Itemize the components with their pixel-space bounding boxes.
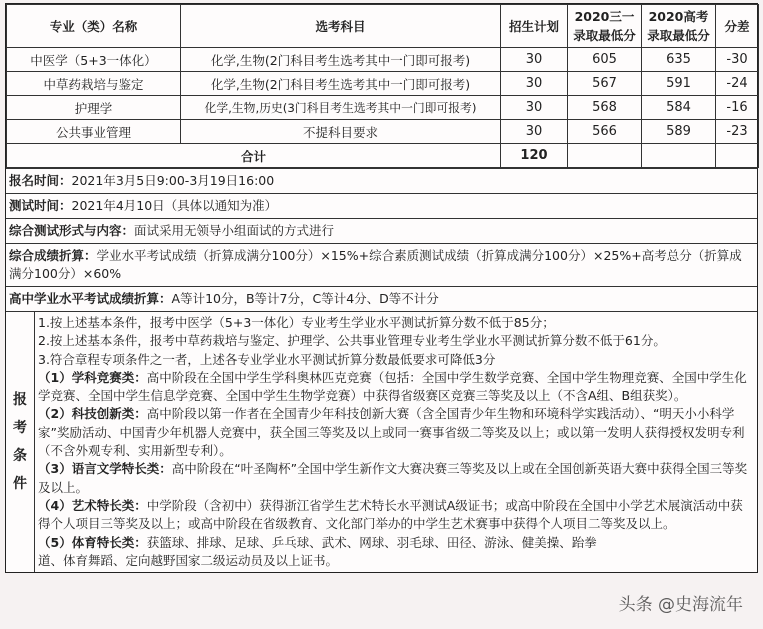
info-text: 2021年4月10日（具体以通知为准） <box>71 198 278 213</box>
condition-text: 2.按上述基本条件，报考中草药栽培与鉴定、护理学、公共事业管理专业考生学业水平测试折算分数不低于61分。 <box>38 333 666 349</box>
info-text: 面试采用无领导小组面试的方式进行 <box>134 223 335 238</box>
condition-item <box>38 351 754 369</box>
cell-plan: 30 <box>501 96 568 120</box>
table-row <box>7 96 759 120</box>
condition-text: 中学阶段（含初中）获得浙江省学生艺术特长水平测试A级证书；或高中阶段在全国中小学艺术展演活动中获得个人项目三等奖及以上；或高中阶段在省级教育、文化部门举办的中学生艺术赛事中获得个人项目二等奖及以上。 <box>38 497 743 532</box>
condition-label: （3）语言文学特长类： <box>38 461 172 477</box>
info-label: 测试时间： <box>9 198 72 213</box>
condition-item <box>38 405 754 460</box>
info-label: 综合成绩折算： <box>9 248 97 263</box>
cell-subjects: 化学,生物(2门科目考生选考其中一门即可报考) <box>181 72 501 96</box>
condition-item <box>38 369 754 406</box>
cell-major: 中草药栽培与鉴定 <box>7 72 181 96</box>
condition-item <box>38 460 754 497</box>
condition-text: 高中阶段在全国中学生学科奥林匹克竞赛（包括：全国中学生数学竞赛、全国中学生物理竞赛、全国中学生化学竞赛、全国中学生信息学竞赛、全国中学生生物学竞赛）中获得省级赛区竞赛三等奖及以上（不含A组、B组获奖）。 <box>38 369 747 404</box>
cell-sanyi: 605 <box>568 48 642 72</box>
header-major: 专业（类）名称 <box>7 5 181 48</box>
header-sanyi <box>568 5 642 48</box>
cell-gaokao: 635 <box>642 48 716 72</box>
test-format <box>6 218 757 243</box>
info-label: 报名时间： <box>9 173 72 188</box>
score-formula <box>6 243 757 286</box>
condition-label: （2）科技创新类： <box>38 406 147 422</box>
condition-text: 高中阶段在“叶圣陶杯”全国中学生新作文大赛决赛三等奖及以上或在全国创新英语大赛中获得全国三等奖及以上。 <box>38 461 748 495</box>
cell-plan: 30 <box>501 48 568 72</box>
cell-sanyi: 566 <box>568 120 642 144</box>
header-gaokao-line2: 录取最低分 <box>647 28 710 43</box>
info-text: A等计10分，B等计7分，C等计4分、D等不计分 <box>171 291 439 306</box>
condition-item <box>38 497 754 534</box>
header-subjects: 选考科目 <box>181 5 501 48</box>
total-row <box>7 144 759 168</box>
cell-subjects: 化学,生物,历史(3门科目考生选考其中一门即可报考) <box>181 96 501 120</box>
info-text: 学业水平考试成绩（折算成满分100分）×15%+综合素质测试成绩（折算成满分100分）×25%+高考总分（折算成满分100分）×60% <box>9 248 742 281</box>
empty-cell <box>568 144 642 168</box>
info-label: 综合测试形式与内容： <box>9 223 135 238</box>
total-label: 合计 <box>7 144 501 168</box>
conditions-label <box>6 312 35 572</box>
table-row <box>7 120 759 144</box>
condition-text: 获篮球、排球、足球、乒乓球、武术、网球、羽毛球、田径、游泳、健美操、跆拳道、体育舞蹈、定向越野国家二级运动员及以上证书。 <box>38 534 597 568</box>
table-header <box>7 5 759 48</box>
cell-major: 中医学（5+3一体化） <box>7 48 181 72</box>
condition-text: 高中阶段以第一作者在全国青少年科技创新大赛（含全国青少年生物和环境科学实践活动）、“明天小小科学家”奖励活动、中国青少年机器人竞赛中，获全国三等奖及以上或同一赛事省级二等奖及以上；或以第一发明人获得授权发明专利（不含外观专利、实用新型专利）。 <box>38 406 745 459</box>
condition-item <box>38 534 754 571</box>
cell-major: 护理学 <box>7 96 181 120</box>
label-char: 条 <box>13 448 27 465</box>
cell-diff: -16 <box>716 96 759 120</box>
cell-gaokao: 584 <box>642 96 716 120</box>
condition-text: 3.符合章程专项条件之一者，上述各专业学业水平测试折算分数最低要求可降低3分 <box>38 351 496 367</box>
cell-sanyi: 567 <box>568 72 642 96</box>
cell-gaokao: 591 <box>642 72 716 96</box>
total-value: 120 <box>501 144 568 168</box>
test-time <box>6 193 757 218</box>
condition-label: （5）体育特长类： <box>38 534 147 550</box>
condition-item <box>38 332 754 350</box>
cell-subjects: 化学,生物(2门科目考生选考其中一门即可报考) <box>181 48 501 72</box>
registration-time <box>6 168 757 193</box>
condition-text: 1.按上述基本条件，报考中医学（5+3一体化）专业考生学业水平测试折算分数不低于85分； <box>38 315 555 330</box>
cell-sanyi: 568 <box>568 96 642 120</box>
condition-label: （4）艺术特长类： <box>38 497 147 513</box>
header-gaokao-line1: 2020高考 <box>648 9 709 24</box>
cell-gaokao: 589 <box>642 120 716 144</box>
cell-subjects: 不提科目要求 <box>181 120 501 144</box>
cell-diff: -23 <box>716 120 759 144</box>
label-char: 件 <box>13 476 27 493</box>
header-gaokao <box>642 5 716 48</box>
admission-document <box>5 3 758 573</box>
label-char: 报 <box>13 392 27 409</box>
cell-plan: 30 <box>501 120 568 144</box>
header-sanyi-line1: 2020三一 <box>574 9 635 24</box>
level-exam-conversion <box>6 286 757 311</box>
info-text: 2021年3月5日9:00-3月19日16:00 <box>71 173 275 188</box>
application-conditions <box>6 311 757 572</box>
cell-diff: -30 <box>716 48 759 72</box>
conditions-body <box>35 312 757 572</box>
header-sanyi-line2: 录取最低分 <box>573 28 636 43</box>
table-row <box>7 72 759 96</box>
header-plan: 招生计划 <box>501 5 568 48</box>
cell-major: 公共事业管理 <box>7 120 181 144</box>
info-label: 高中学业水平考试成绩折算： <box>9 291 172 306</box>
table-row <box>7 48 759 72</box>
watermark: 头条 @史海流年 <box>618 595 743 615</box>
condition-item <box>38 314 754 332</box>
empty-cell <box>716 144 759 168</box>
cell-diff: -24 <box>716 72 759 96</box>
majors-table <box>6 4 759 168</box>
condition-label: （1）学科竞赛类： <box>38 369 147 385</box>
empty-cell <box>642 144 716 168</box>
header-diff: 分差 <box>716 5 759 48</box>
cell-plan: 30 <box>501 72 568 96</box>
label-char: 考 <box>13 420 27 437</box>
